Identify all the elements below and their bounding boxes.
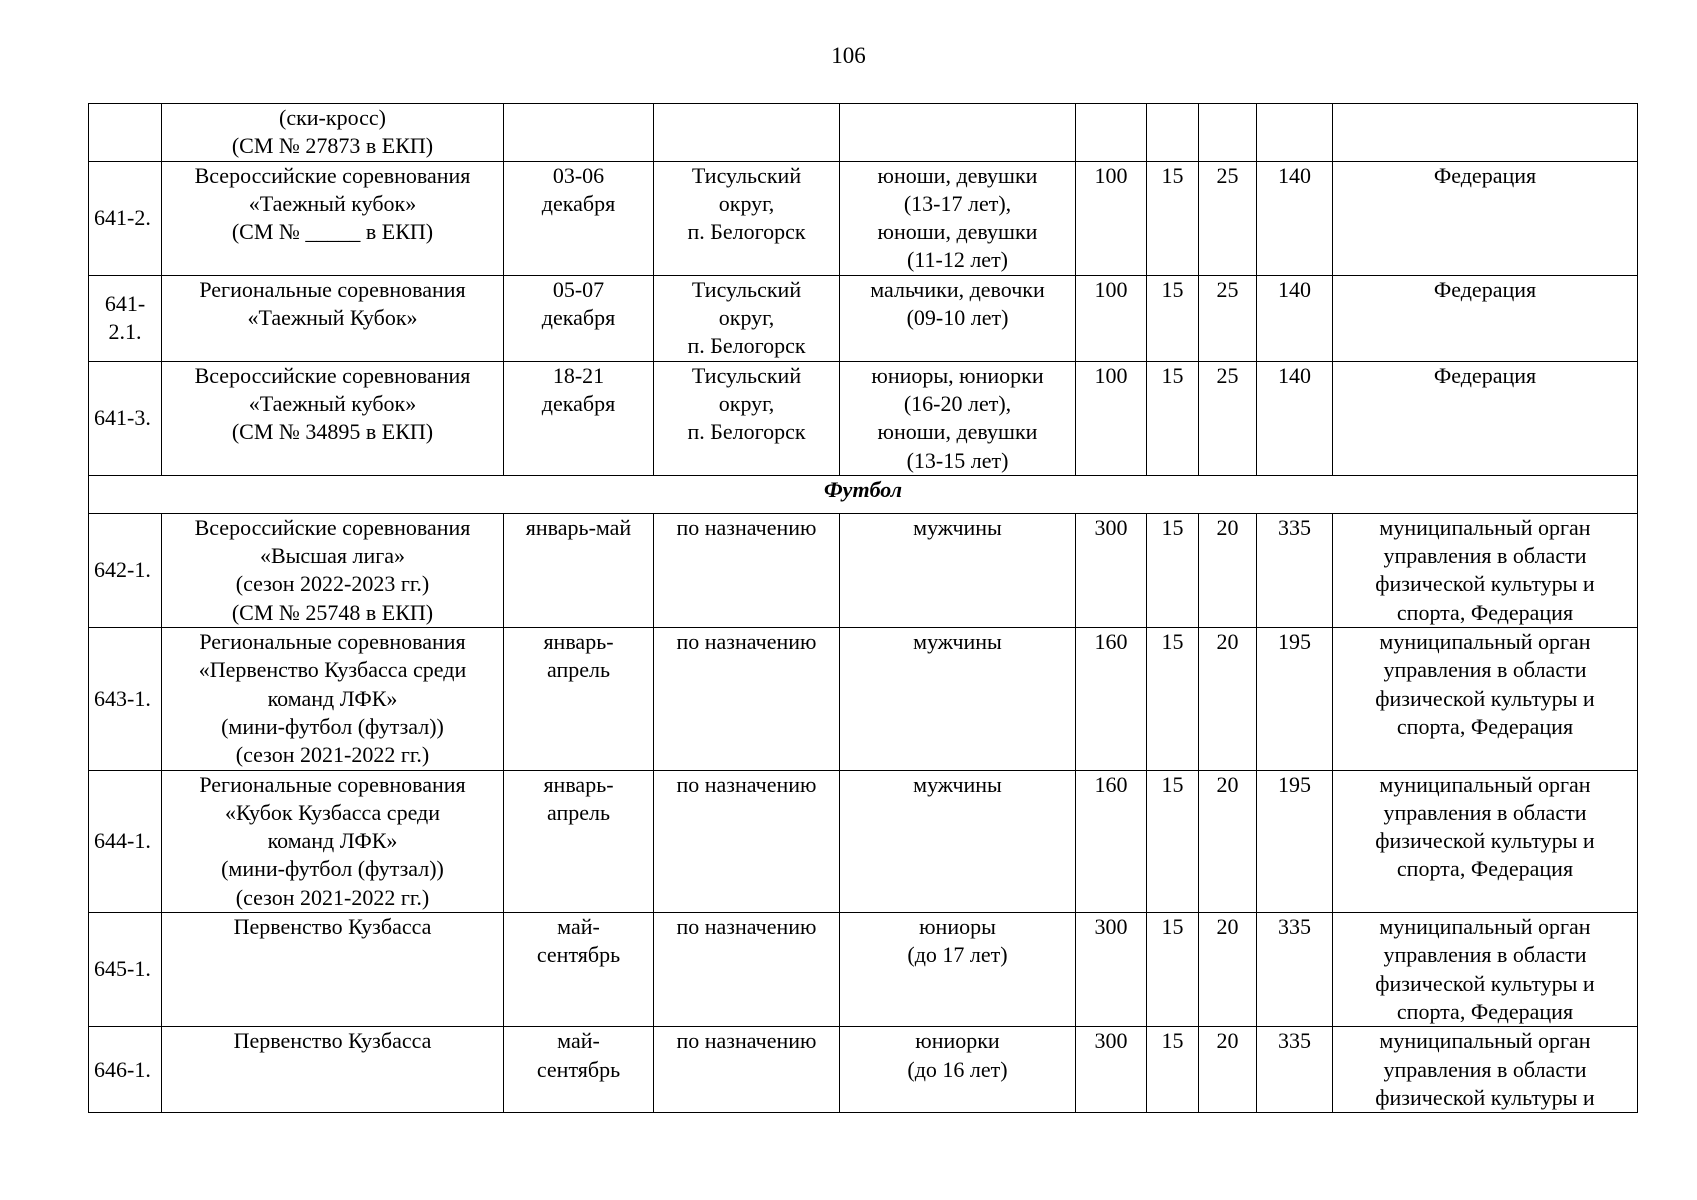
event-name: Региональные соревнования «Кубок Кузбасса среди команд ЛФК» (мини-футбол (футзал)) (сезон 2021-2022 гг.)	[162, 770, 504, 912]
event-participants: юниорки (до 16 лет)	[840, 1027, 1076, 1113]
table-row	[89, 628, 1638, 770]
event-organizer: Федерация	[1333, 161, 1638, 275]
value-2: 15	[1147, 913, 1199, 1027]
event-place: по назначению	[654, 513, 840, 627]
event-dates: январь- апрель	[504, 770, 654, 912]
table-row	[89, 275, 1638, 361]
event-name: Региональные соревнования «Таежный Кубок»	[162, 275, 504, 361]
event-organizer: муниципальный орган управления в области физической культуры и спорта, Федерация	[1333, 628, 1638, 770]
value-3	[1199, 104, 1257, 162]
value-1: 160	[1076, 628, 1147, 770]
table-row	[89, 513, 1638, 627]
rows-before	[89, 104, 1638, 1113]
event-name: Первенство Кузбасса	[162, 913, 504, 1027]
value-total: 335	[1257, 513, 1333, 627]
value-total: 335	[1257, 1027, 1333, 1113]
value-total: 195	[1257, 770, 1333, 912]
value-3: 20	[1199, 628, 1257, 770]
event-name: (ски-кросс) (СМ № 27873 в ЕКП)	[162, 104, 504, 162]
event-dates: 05-07 декабря	[504, 275, 654, 361]
event-participants	[840, 104, 1076, 162]
table-row	[89, 1027, 1638, 1113]
value-2: 15	[1147, 275, 1199, 361]
table-row	[89, 104, 1638, 162]
value-3: 25	[1199, 275, 1257, 361]
value-2: 15	[1147, 1027, 1199, 1113]
event-name: Всероссийские соревнования «Таежный кубок» (СМ № _____ в ЕКП)	[162, 161, 504, 275]
value-3: 20	[1199, 1027, 1257, 1113]
value-1: 100	[1076, 361, 1147, 475]
events-table	[88, 103, 1638, 1113]
event-dates: май- сентябрь	[504, 913, 654, 1027]
value-2	[1147, 104, 1199, 162]
value-2: 15	[1147, 628, 1199, 770]
table-row	[89, 913, 1638, 1027]
event-place: по назначению	[654, 913, 840, 1027]
table-row	[89, 161, 1638, 275]
row-number: 645-1.	[89, 913, 162, 1027]
event-place	[654, 104, 840, 162]
event-dates: 18-21 декабря	[504, 361, 654, 475]
event-place: Тисульский округ, п. Белогорск	[654, 361, 840, 475]
event-name: Всероссийские соревнования «Таежный кубок» (СМ № 34895 в ЕКП)	[162, 361, 504, 475]
row-number: 646-1.	[89, 1027, 162, 1113]
event-dates: май- сентябрь	[504, 1027, 654, 1113]
event-organizer: муниципальный орган управления в области физической культуры и спорта, Федерация	[1333, 513, 1638, 627]
event-participants: мужчины	[840, 628, 1076, 770]
value-total: 140	[1257, 275, 1333, 361]
value-total: 140	[1257, 361, 1333, 475]
event-place: Тисульский округ, п. Белогорск	[654, 161, 840, 275]
event-organizer: муниципальный орган управления в области физической культуры и спорта, Федерация	[1333, 913, 1638, 1027]
value-1: 100	[1076, 275, 1147, 361]
event-organizer: муниципальный орган управления в области физической культуры и	[1333, 1027, 1638, 1113]
event-name: Первенство Кузбасса	[162, 1027, 504, 1113]
event-organizer: Федерация	[1333, 275, 1638, 361]
row-number: 641- 2.1.	[89, 275, 162, 361]
event-participants: мужчины	[840, 770, 1076, 912]
value-3: 25	[1199, 161, 1257, 275]
event-place: по назначению	[654, 628, 840, 770]
value-total: 195	[1257, 628, 1333, 770]
event-place: по назначению	[654, 1027, 840, 1113]
value-2: 15	[1147, 770, 1199, 912]
value-3: 20	[1199, 770, 1257, 912]
event-participants: мужчины	[840, 513, 1076, 627]
value-1: 100	[1076, 161, 1147, 275]
event-participants: юниоры, юниорки (16-20 лет), юноши, девушки (13-15 лет)	[840, 361, 1076, 475]
event-dates	[504, 104, 654, 162]
event-participants: юноши, девушки (13-17 лет), юноши, девушки (11-12 лет)	[840, 161, 1076, 275]
event-place: Тисульский округ, п. Белогорск	[654, 275, 840, 361]
value-3: 20	[1199, 513, 1257, 627]
value-2: 15	[1147, 161, 1199, 275]
event-participants: мальчики, девочки (09-10 лет)	[840, 275, 1076, 361]
section-title: Футбол	[89, 475, 1638, 513]
row-number: 643-1.	[89, 628, 162, 770]
event-place: по назначению	[654, 770, 840, 912]
value-3: 25	[1199, 361, 1257, 475]
value-total	[1257, 104, 1333, 162]
value-1	[1076, 104, 1147, 162]
event-dates: январь-май	[504, 513, 654, 627]
event-participants: юниоры (до 17 лет)	[840, 913, 1076, 1027]
value-3: 20	[1199, 913, 1257, 1027]
value-total: 140	[1257, 161, 1333, 275]
event-name: Всероссийские соревнования «Высшая лига» (сезон 2022-2023 гг.) (СМ № 25748 в ЕКП)	[162, 513, 504, 627]
row-number: 641-2.	[89, 161, 162, 275]
row-number: 642-1.	[89, 513, 162, 627]
event-organizer: Федерация	[1333, 361, 1638, 475]
value-2: 15	[1147, 513, 1199, 627]
section-row	[89, 475, 1638, 513]
row-number	[89, 104, 162, 162]
value-total: 335	[1257, 913, 1333, 1027]
event-dates: январь- апрель	[504, 628, 654, 770]
table-row	[89, 361, 1638, 475]
page-number: 106	[831, 43, 866, 68]
event-dates: 03-06 декабря	[504, 161, 654, 275]
table-row	[89, 770, 1638, 912]
value-1: 300	[1076, 513, 1147, 627]
row-number: 644-1.	[89, 770, 162, 912]
event-organizer: муниципальный орган управления в области физической культуры и спорта, Федерация	[1333, 770, 1638, 912]
value-2: 15	[1147, 361, 1199, 475]
row-number: 641-3.	[89, 361, 162, 475]
value-1: 300	[1076, 1027, 1147, 1113]
event-name: Региональные соревнования «Первенство Кузбасса среди команд ЛФК» (мини-футбол (футзал)) (сезон 2021-2022 гг.)	[162, 628, 504, 770]
value-1: 160	[1076, 770, 1147, 912]
event-organizer	[1333, 104, 1638, 162]
value-1: 300	[1076, 913, 1147, 1027]
